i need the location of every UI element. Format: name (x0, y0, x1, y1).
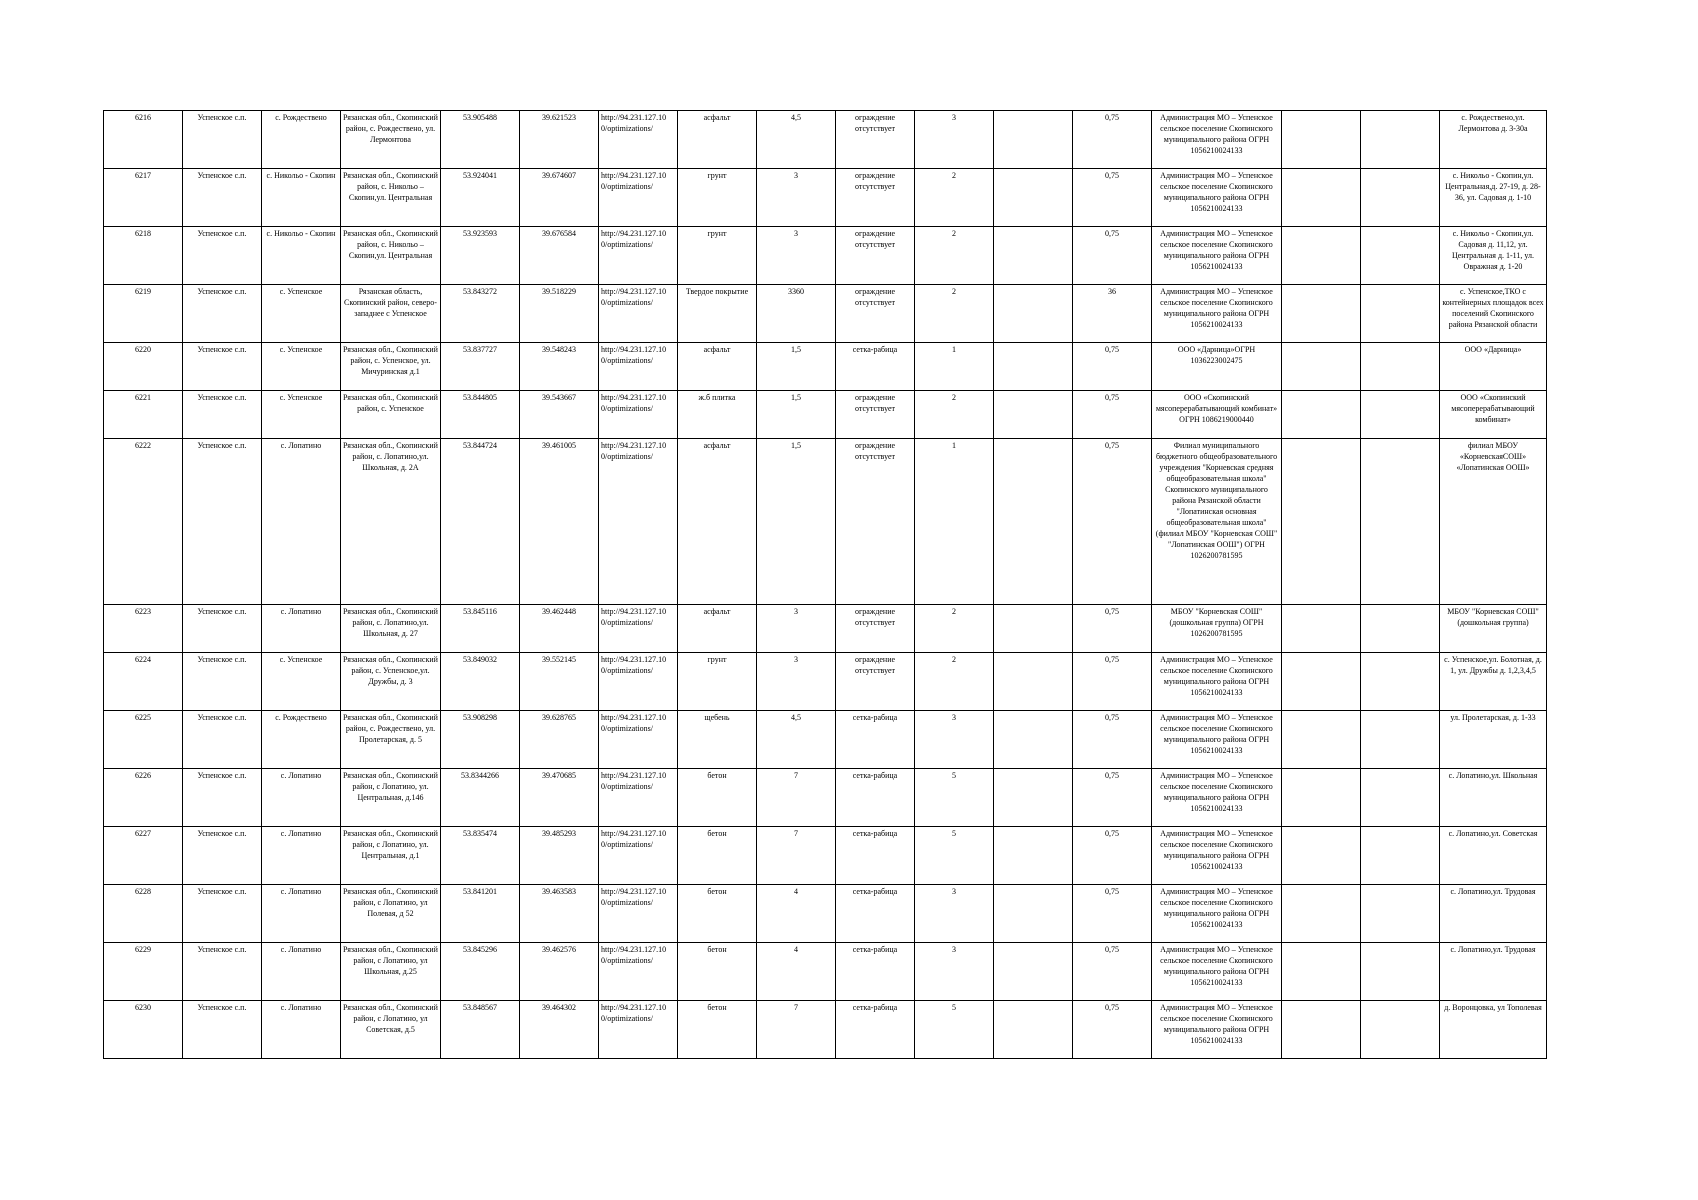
cell-empty-1 (1282, 605, 1361, 653)
cell-id: 6216 (104, 111, 183, 169)
cell-locality: с. Лопатино (262, 769, 341, 827)
cell-empty-2 (1361, 227, 1440, 285)
cell-extra (994, 769, 1073, 827)
cell-address: Рязанская область, Скопинский район, северо-западнее с Успенское (341, 285, 441, 343)
cell-id: 6220 (104, 343, 183, 391)
cell-empty-2 (1361, 769, 1440, 827)
cell-link: http://94.231.127.10 0/optimizations/ (599, 605, 678, 653)
cell-empty-2 (1361, 943, 1440, 1001)
cell-settlement: Успенское с.п. (183, 169, 262, 227)
cell-sources: филиал МБОУ «КорневскаяСОШ» «Лопатинская ООШ» (1440, 439, 1547, 605)
cell-volume: 0,75 (1073, 653, 1152, 711)
cell-owner: Администрация МО – Успенское сельское поселение Скопинского муниципального района ОГРН 1056210024133 (1152, 111, 1282, 169)
cell-settlement: Успенское с.п. (183, 111, 262, 169)
cell-latitude: 53.923593 (441, 227, 520, 285)
cell-surface: асфальт (678, 605, 757, 653)
waste-sites-table (103, 110, 1547, 1059)
cell-area: 7 (757, 827, 836, 885)
cell-surface: бетон (678, 827, 757, 885)
cell-longitude: 39.463583 (520, 885, 599, 943)
cell-empty-1 (1282, 111, 1361, 169)
cell-volume: 0,75 (1073, 1001, 1152, 1059)
cell-settlement: Успенское с.п. (183, 885, 262, 943)
cell-locality: с. Лопатино (262, 439, 341, 605)
cell-surface: ж.б плитка (678, 391, 757, 439)
cell-surface: бетон (678, 1001, 757, 1059)
cell-sources: с. Успенское,ТКО с контейнерных площадок всех поселений Скопинского района Рязанской области (1440, 285, 1547, 343)
cell-volume: 0,75 (1073, 605, 1152, 653)
cell-containers: 5 (915, 827, 994, 885)
cell-id: 6230 (104, 1001, 183, 1059)
cell-surface: грунт (678, 653, 757, 711)
cell-longitude: 39.518229 (520, 285, 599, 343)
cell-link: http://94.231.127.10 0/optimizations/ (599, 227, 678, 285)
cell-settlement: Успенское с.п. (183, 285, 262, 343)
table-body (104, 111, 1547, 1059)
cell-longitude: 39.470685 (520, 769, 599, 827)
table-row (104, 227, 1547, 285)
cell-empty-2 (1361, 343, 1440, 391)
cell-locality: с. Рождествено (262, 111, 341, 169)
cell-locality: с. Никольо - Скопин (262, 169, 341, 227)
cell-volume: 0,75 (1073, 169, 1152, 227)
cell-sources: с. Успенское,ул. Болотная, д. 1, ул. Дружбы д. 1,2,3,4,5 (1440, 653, 1547, 711)
table-row (104, 1001, 1547, 1059)
cell-volume: 0,75 (1073, 343, 1152, 391)
cell-latitude: 53.908298 (441, 711, 520, 769)
cell-link: http://94.231.127.10 0/optimizations/ (599, 1001, 678, 1059)
cell-surface: Твердое покрытие (678, 285, 757, 343)
cell-extra (994, 439, 1073, 605)
cell-latitude: 53.849032 (441, 653, 520, 711)
cell-extra (994, 653, 1073, 711)
table-row (104, 391, 1547, 439)
cell-address: Рязанская обл., Скопинский район, с. Никольо – Скопин,ул. Центральная (341, 169, 441, 227)
cell-empty-1 (1282, 885, 1361, 943)
cell-containers: 1 (915, 343, 994, 391)
cell-longitude: 39.674607 (520, 169, 599, 227)
cell-link: http://94.231.127.10 0/optimizations/ (599, 343, 678, 391)
cell-extra (994, 391, 1073, 439)
cell-settlement: Успенское с.п. (183, 605, 262, 653)
cell-empty-2 (1361, 169, 1440, 227)
cell-fence: сетка-рабица (836, 1001, 915, 1059)
cell-latitude: 53.8344266 (441, 769, 520, 827)
table-row (104, 439, 1547, 605)
cell-link: http://94.231.127.10 0/optimizations/ (599, 391, 678, 439)
cell-locality: с. Успенское (262, 343, 341, 391)
cell-fence: ограждение отсутствует (836, 653, 915, 711)
cell-surface: бетон (678, 943, 757, 1001)
table-row (104, 343, 1547, 391)
cell-longitude: 39.628765 (520, 711, 599, 769)
cell-area: 7 (757, 769, 836, 827)
cell-extra (994, 885, 1073, 943)
cell-surface: грунт (678, 227, 757, 285)
cell-settlement: Успенское с.п. (183, 1001, 262, 1059)
cell-extra (994, 227, 1073, 285)
cell-containers: 2 (915, 285, 994, 343)
cell-address: Рязанская обл., Скопинский район, с Лопатино, ул. Центральная, д.146 (341, 769, 441, 827)
cell-id: 6219 (104, 285, 183, 343)
cell-address: Рязанская обл., Скопинский район, с Лопатино, ул Школьная, д.25 (341, 943, 441, 1001)
table-row (104, 169, 1547, 227)
cell-empty-2 (1361, 827, 1440, 885)
cell-surface: бетон (678, 885, 757, 943)
cell-surface: грунт (678, 169, 757, 227)
cell-empty-1 (1282, 343, 1361, 391)
cell-link: http://94.231.127.10 0/optimizations/ (599, 285, 678, 343)
cell-owner: Администрация МО – Успенское сельское поселение Скопинского муниципального района ОГРН 1056210024133 (1152, 943, 1282, 1001)
cell-locality: с. Успенское (262, 285, 341, 343)
cell-fence: ограждение отсутствует (836, 169, 915, 227)
cell-extra (994, 169, 1073, 227)
cell-owner: Администрация МО – Успенское сельское поселение Скопинского муниципального района ОГРН 1056210024133 (1152, 769, 1282, 827)
table-row (104, 943, 1547, 1001)
cell-sources: ул. Пролетарская, д. 1-33 (1440, 711, 1547, 769)
cell-settlement: Успенское с.п. (183, 343, 262, 391)
cell-containers: 2 (915, 169, 994, 227)
cell-link: http://94.231.127.10 0/optimizations/ (599, 653, 678, 711)
cell-empty-1 (1282, 391, 1361, 439)
cell-sources: МБОУ "Корневская СОШ" (дошкольная группа) (1440, 605, 1547, 653)
cell-owner: Администрация МО – Успенское сельское поселение Скопинского муниципального района ОГРН 1056210024133 (1152, 169, 1282, 227)
table-row (104, 653, 1547, 711)
cell-area: 3 (757, 605, 836, 653)
cell-owner: Администрация МО – Успенское сельское поселение Скопинского муниципального района ОГРН 1056210024133 (1152, 885, 1282, 943)
cell-sources: с. Никольо - Скопин,ул. Садовая д. 11,12, ул. Центральная д. 1-11, ул. Овражная д. 1-20 (1440, 227, 1547, 285)
cell-extra (994, 111, 1073, 169)
cell-longitude: 39.462576 (520, 943, 599, 1001)
cell-longitude: 39.621523 (520, 111, 599, 169)
cell-address: Рязанская обл., Скопинский район, с. Успенское,ул. Дружбы, д. 3 (341, 653, 441, 711)
cell-empty-2 (1361, 439, 1440, 605)
cell-containers: 2 (915, 227, 994, 285)
cell-locality: с. Лопатино (262, 1001, 341, 1059)
cell-fence: сетка-рабица (836, 885, 915, 943)
cell-id: 6227 (104, 827, 183, 885)
cell-address: Рязанская обл., Скопинский район, с Лопатино, ул. Центральная, д.1 (341, 827, 441, 885)
cell-id: 6217 (104, 169, 183, 227)
cell-settlement: Успенское с.п. (183, 653, 262, 711)
cell-area: 1,5 (757, 343, 836, 391)
cell-area: 3 (757, 169, 836, 227)
cell-empty-2 (1361, 605, 1440, 653)
cell-owner: Администрация МО – Успенское сельское поселение Скопинского муниципального района ОГРН 1056210024133 (1152, 711, 1282, 769)
cell-area: 1,5 (757, 391, 836, 439)
cell-locality: с. Рождествено (262, 711, 341, 769)
cell-longitude: 39.461005 (520, 439, 599, 605)
cell-volume: 0,75 (1073, 439, 1152, 605)
table-row (104, 711, 1547, 769)
cell-empty-1 (1282, 943, 1361, 1001)
cell-sources: с. Рождествено,ул. Лермонтова д. 3-30а (1440, 111, 1547, 169)
cell-settlement: Успенское с.п. (183, 227, 262, 285)
cell-containers: 1 (915, 439, 994, 605)
cell-sources: с. Лопатино,ул. Школьная (1440, 769, 1547, 827)
table-row (104, 605, 1547, 653)
table-row (104, 111, 1547, 169)
cell-sources: ООО «Дарница» (1440, 343, 1547, 391)
cell-area: 4,5 (757, 111, 836, 169)
cell-volume: 0,75 (1073, 711, 1152, 769)
cell-latitude: 53.835474 (441, 827, 520, 885)
cell-empty-1 (1282, 169, 1361, 227)
cell-empty-2 (1361, 885, 1440, 943)
cell-id: 6228 (104, 885, 183, 943)
cell-latitude: 53.843272 (441, 285, 520, 343)
cell-owner: Администрация МО – Успенское сельское поселение Скопинского муниципального района ОГРН 1056210024133 (1152, 285, 1282, 343)
cell-locality: с. Лопатино (262, 885, 341, 943)
cell-id: 6229 (104, 943, 183, 1001)
cell-address: Рязанская обл., Скопинский район, с. Рождествено, ул. Пролетарская, д. 5 (341, 711, 441, 769)
cell-address: Рязанская обл., Скопинский район, с. Рождествено, ул. Лермонтова (341, 111, 441, 169)
cell-owner: Администрация МО – Успенское сельское поселение Скопинского муниципального района ОГРН 1056210024133 (1152, 653, 1282, 711)
cell-surface: бетон (678, 769, 757, 827)
table-row (104, 285, 1547, 343)
cell-fence: ограждение отсутствует (836, 227, 915, 285)
cell-settlement: Успенское с.п. (183, 827, 262, 885)
cell-address: Рязанская обл., Скопинский район, с Лопатино, ул Советская, д.5 (341, 1001, 441, 1059)
cell-sources: с. Никольо - Скопин,ул. Центральная,д. 27-19, д. 28-36, ул. Садовая д. 1-10 (1440, 169, 1547, 227)
cell-area: 3 (757, 653, 836, 711)
cell-latitude: 53.841201 (441, 885, 520, 943)
cell-longitude: 39.676584 (520, 227, 599, 285)
table-row (104, 827, 1547, 885)
cell-containers: 2 (915, 605, 994, 653)
cell-fence: сетка-рабица (836, 343, 915, 391)
cell-latitude: 53.905488 (441, 111, 520, 169)
cell-owner: Администрация МО – Успенское сельское поселение Скопинского муниципального района ОГРН 1056210024133 (1152, 227, 1282, 285)
cell-empty-1 (1282, 439, 1361, 605)
cell-link: http://94.231.127.10 0/optimizations/ (599, 885, 678, 943)
cell-owner: ООО «Скопинский мясоперерабатывающий комбинат» ОГРН 1086219000440 (1152, 391, 1282, 439)
cell-longitude: 39.485293 (520, 827, 599, 885)
cell-volume: 36 (1073, 285, 1152, 343)
cell-area: 3 (757, 227, 836, 285)
cell-extra (994, 605, 1073, 653)
cell-address: Рязанская обл., Скопинский район, с Лопатино, ул Полевая, д 52 (341, 885, 441, 943)
cell-address: Рязанская обл., Скопинский район, с. Успенское, ул. Мичуринская д.1 (341, 343, 441, 391)
cell-link: http://94.231.127.10 0/optimizations/ (599, 827, 678, 885)
cell-area: 7 (757, 1001, 836, 1059)
cell-fence: ограждение отсутствует (836, 391, 915, 439)
cell-link: http://94.231.127.10 0/optimizations/ (599, 439, 678, 605)
cell-containers: 2 (915, 391, 994, 439)
cell-volume: 0,75 (1073, 769, 1152, 827)
cell-sources: с. Лопатино,ул. Трудовая (1440, 943, 1547, 1001)
cell-volume: 0,75 (1073, 227, 1152, 285)
cell-area: 4 (757, 885, 836, 943)
cell-address: Рязанская обл., Скопинский район, с. Успенское (341, 391, 441, 439)
cell-volume: 0,75 (1073, 391, 1152, 439)
cell-fence: сетка-рабица (836, 827, 915, 885)
cell-id: 6218 (104, 227, 183, 285)
cell-fence: сетка-рабица (836, 769, 915, 827)
cell-longitude: 39.464302 (520, 1001, 599, 1059)
cell-locality: с. Лопатино (262, 943, 341, 1001)
cell-containers: 3 (915, 885, 994, 943)
cell-owner: Филиал муниципального бюджетного общеобразовательного учреждения "Корневская средняя общеобразовательная школа" Скопинского муниципального района Рязанской области "Лопатинская основная общеобразовательная школа" (филиал МБОУ "Корневская СОШ" "Лопатинская ООШ") ОГРН 1026200781595 (1152, 439, 1282, 605)
cell-link: http://94.231.127.10 0/optimizations/ (599, 769, 678, 827)
cell-address: Рязанская обл., Скопинский район, с. Лопатино,ул. Школьная, д. 27 (341, 605, 441, 653)
cell-empty-1 (1282, 653, 1361, 711)
cell-volume: 0,75 (1073, 111, 1152, 169)
cell-locality: с. Лопатино (262, 605, 341, 653)
cell-latitude: 53.844724 (441, 439, 520, 605)
cell-containers: 3 (915, 111, 994, 169)
cell-owner: ООО «Дарница»ОГРН 1036223002475 (1152, 343, 1282, 391)
cell-extra (994, 343, 1073, 391)
cell-empty-1 (1282, 227, 1361, 285)
cell-owner: МБОУ "Корневская СОШ" (дошкольная группа) ОГРН 1026200781595 (1152, 605, 1282, 653)
cell-address: Рязанская обл., Скопинский район, с. Никольо – Скопин,ул. Центральная (341, 227, 441, 285)
cell-area: 3360 (757, 285, 836, 343)
cell-sources: с. Лопатино,ул. Советская (1440, 827, 1547, 885)
cell-settlement: Успенское с.п. (183, 943, 262, 1001)
cell-locality: с. Никольо - Скопин (262, 227, 341, 285)
cell-volume: 0,75 (1073, 943, 1152, 1001)
cell-owner: Администрация МО – Успенское сельское поселение Скопинского муниципального района ОГРН 1056210024133 (1152, 827, 1282, 885)
cell-longitude: 39.548243 (520, 343, 599, 391)
cell-empty-1 (1282, 769, 1361, 827)
cell-longitude: 39.552145 (520, 653, 599, 711)
cell-latitude: 53.845116 (441, 605, 520, 653)
cell-surface: асфальт (678, 111, 757, 169)
cell-fence: ограждение отсутствует (836, 439, 915, 605)
table-row (104, 769, 1547, 827)
cell-latitude: 53.844805 (441, 391, 520, 439)
cell-containers: 5 (915, 1001, 994, 1059)
cell-locality: с. Успенское (262, 391, 341, 439)
cell-link: http://94.231.127.10 0/optimizations/ (599, 111, 678, 169)
cell-volume: 0,75 (1073, 885, 1152, 943)
cell-empty-2 (1361, 391, 1440, 439)
cell-sources: с. Лопатино,ул. Трудовая (1440, 885, 1547, 943)
cell-fence: ограждение отсутствует (836, 285, 915, 343)
cell-extra (994, 711, 1073, 769)
cell-surface: асфальт (678, 439, 757, 605)
cell-containers: 3 (915, 711, 994, 769)
cell-settlement: Успенское с.п. (183, 769, 262, 827)
cell-longitude: 39.543667 (520, 391, 599, 439)
cell-empty-2 (1361, 1001, 1440, 1059)
cell-link: http://94.231.127.10 0/optimizations/ (599, 943, 678, 1001)
cell-latitude: 53.924041 (441, 169, 520, 227)
cell-latitude: 53.837727 (441, 343, 520, 391)
cell-link: http://94.231.127.10 0/optimizations/ (599, 169, 678, 227)
cell-empty-1 (1282, 285, 1361, 343)
cell-latitude: 53.848567 (441, 1001, 520, 1059)
cell-id: 6221 (104, 391, 183, 439)
cell-containers: 2 (915, 653, 994, 711)
cell-link: http://94.231.127.10 0/optimizations/ (599, 711, 678, 769)
cell-extra (994, 285, 1073, 343)
cell-id: 6222 (104, 439, 183, 605)
cell-id: 6223 (104, 605, 183, 653)
cell-area: 1,5 (757, 439, 836, 605)
cell-area: 4,5 (757, 711, 836, 769)
cell-settlement: Успенское с.п. (183, 391, 262, 439)
cell-latitude: 53.845296 (441, 943, 520, 1001)
cell-empty-2 (1361, 111, 1440, 169)
cell-address: Рязанская обл., Скопинский район, с. Лопатино,ул. Школьная, д. 2А (341, 439, 441, 605)
cell-surface: щебень (678, 711, 757, 769)
cell-empty-2 (1361, 285, 1440, 343)
cell-extra (994, 827, 1073, 885)
cell-empty-1 (1282, 1001, 1361, 1059)
cell-owner: Администрация МО – Успенское сельское поселение Скопинского муниципального района ОГРН 1056210024133 (1152, 1001, 1282, 1059)
cell-id: 6224 (104, 653, 183, 711)
cell-volume: 0,75 (1073, 827, 1152, 885)
cell-locality: с. Успенское (262, 653, 341, 711)
cell-fence: ограждение отсутствует (836, 111, 915, 169)
cell-empty-1 (1282, 827, 1361, 885)
cell-area: 4 (757, 943, 836, 1001)
cell-sources: ООО «Скопинский мясоперерабатывающий комбинат» (1440, 391, 1547, 439)
cell-extra (994, 943, 1073, 1001)
cell-longitude: 39.462448 (520, 605, 599, 653)
table-row (104, 885, 1547, 943)
cell-empty-2 (1361, 653, 1440, 711)
cell-fence: сетка-рабица (836, 711, 915, 769)
cell-settlement: Успенское с.п. (183, 711, 262, 769)
cell-sources: д. Воронцовка, ул Тополевая (1440, 1001, 1547, 1059)
cell-settlement: Успенское с.п. (183, 439, 262, 605)
cell-id: 6226 (104, 769, 183, 827)
cell-empty-1 (1282, 711, 1361, 769)
cell-fence: ограждение отсутствует (836, 605, 915, 653)
cell-locality: с. Лопатино (262, 827, 341, 885)
cell-empty-2 (1361, 711, 1440, 769)
cell-fence: сетка-рабица (836, 943, 915, 1001)
cell-containers: 3 (915, 943, 994, 1001)
cell-extra (994, 1001, 1073, 1059)
cell-containers: 5 (915, 769, 994, 827)
cell-id: 6225 (104, 711, 183, 769)
cell-surface: асфальт (678, 343, 757, 391)
